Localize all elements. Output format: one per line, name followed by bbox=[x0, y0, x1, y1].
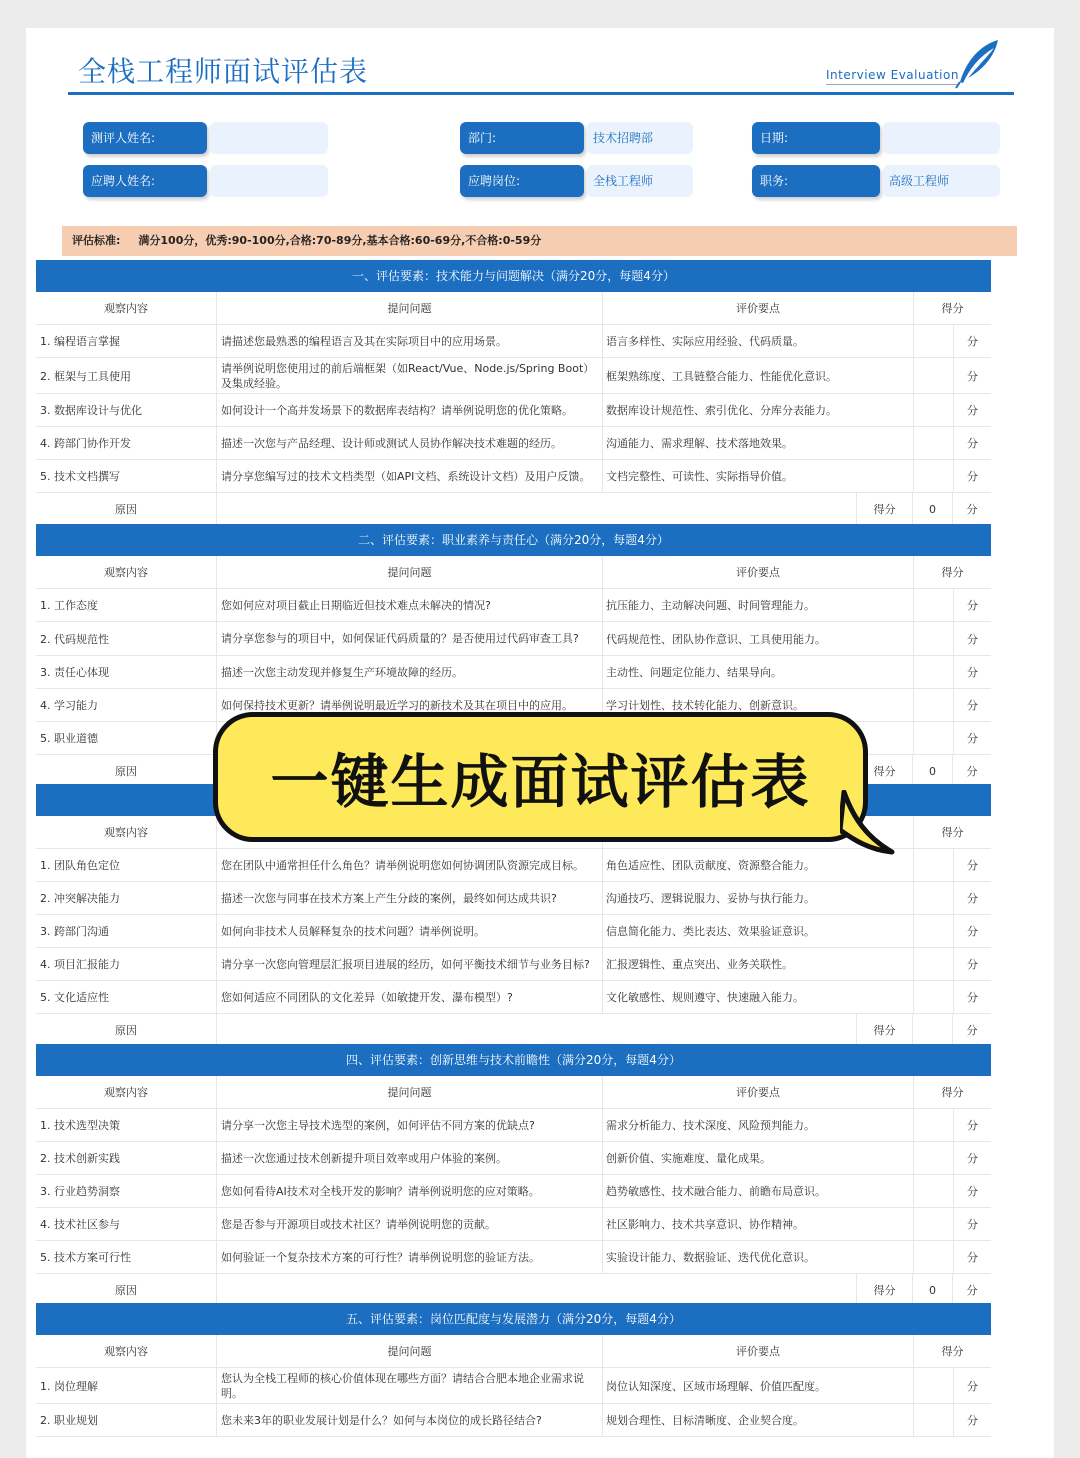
score-input[interactable] bbox=[914, 1175, 954, 1207]
points-text: 抗压能力、主动解决问题、时间管理能力。 bbox=[603, 589, 914, 621]
position-field[interactable]: 全栈工程师 bbox=[587, 165, 693, 197]
table-row bbox=[36, 1208, 991, 1241]
points-text: 实验设计能力、数据验证、迭代优化意识。 bbox=[603, 1241, 914, 1273]
observe-item: 3. 跨部门沟通 bbox=[36, 915, 217, 947]
points-text: 需求分析能力、技术深度、风险预判能力。 bbox=[603, 1109, 914, 1141]
score-cell[interactable] bbox=[914, 1175, 991, 1207]
score-input[interactable] bbox=[914, 589, 954, 621]
observe-item: 4. 学习能力 bbox=[36, 689, 217, 721]
observe-item: 3. 数据库设计与优化 bbox=[36, 394, 217, 426]
question-text: 您认为全栈工程师的核心价值体现在哪些方面？请结合合肥本地企业需求说明。 bbox=[217, 1368, 603, 1403]
total-unit: 分 bbox=[966, 765, 978, 778]
score-input[interactable] bbox=[914, 1109, 954, 1141]
score-unit: 分 bbox=[967, 732, 978, 745]
date-field[interactable] bbox=[883, 122, 1000, 154]
total-label: 得分 bbox=[857, 755, 913, 787]
table-row bbox=[36, 325, 991, 358]
header-score: 得分 bbox=[941, 566, 964, 579]
evaluator-field[interactable] bbox=[210, 122, 328, 154]
header-points: 评价要点 bbox=[603, 292, 914, 324]
observe-item: 4. 项目汇报能力 bbox=[36, 948, 217, 980]
points-text: 信息简化能力、类比表达、效果验证意识。 bbox=[603, 915, 914, 947]
observe-item: 5. 技术文档撰写 bbox=[36, 460, 217, 492]
table-row bbox=[36, 427, 991, 460]
header-question: 提问问题 bbox=[217, 556, 603, 588]
scoring-standard bbox=[62, 226, 1017, 256]
table-row bbox=[36, 394, 991, 427]
points-text: 沟通技巧、逻辑说服力、妥协与执行能力。 bbox=[603, 882, 914, 914]
section-table bbox=[36, 1303, 991, 1437]
section-title: 四、评估要素：创新思维与技术前瞻性（满分20分，每题4分） bbox=[36, 1044, 991, 1076]
score-input[interactable] bbox=[914, 849, 954, 881]
points-text: 汇报逻辑性、重点突出、业务关联性。 bbox=[603, 948, 914, 980]
score-unit: 分 bbox=[967, 666, 978, 679]
points-text: 框架熟练度、工具链整合能力、性能优化意识。 bbox=[603, 358, 914, 393]
question-text: 您未来3年的职业发展计划是什么？如何与本岗位的成长路径结合? bbox=[217, 1404, 603, 1436]
reason-label: 原因 bbox=[36, 1274, 217, 1306]
question-text: 您是否参与开源项目或技术社区？请举例说明您的贡献。 bbox=[217, 1208, 603, 1240]
observe-item: 3. 行业趋势洞察 bbox=[36, 1175, 217, 1207]
points-text: 代码规范性、团队协作意识、工具使用能力。 bbox=[603, 622, 914, 655]
score-unit: 分 bbox=[967, 1119, 978, 1132]
score-cell[interactable] bbox=[914, 1404, 991, 1436]
section-title: 二、评估要素：职业素养与责任心（满分20分，每题4分） bbox=[36, 524, 991, 556]
table-row bbox=[36, 358, 991, 394]
score-cell[interactable] bbox=[914, 358, 991, 393]
points-text: 文化敏感性、规则遵守、快速融入能力。 bbox=[603, 981, 914, 1013]
points-text: 数据库设计规范性、索引优化、分库分表能力。 bbox=[603, 394, 914, 426]
question-text: 请分享一次您向管理层汇报项目进展的经历，如何平衡技术细节与业务目标? bbox=[217, 948, 603, 980]
score-cell[interactable] bbox=[914, 325, 991, 357]
score-unit: 分 bbox=[967, 925, 978, 938]
evaluator-label: 测评人姓名: bbox=[83, 122, 207, 154]
total-value bbox=[913, 1014, 953, 1046]
header-score: 得分 bbox=[941, 1086, 964, 1099]
table-row bbox=[36, 656, 991, 689]
observe-item: 2. 技术创新实践 bbox=[36, 1142, 217, 1174]
score-cell[interactable] bbox=[914, 622, 991, 655]
observe-item: 5. 文化适应性 bbox=[36, 981, 217, 1013]
score-input[interactable] bbox=[914, 325, 954, 357]
question-text: 如何保持技术更新？请举例说明最近学习的新技术及其在项目中的应用。 bbox=[217, 689, 603, 721]
question-text: 您如何应对项目截止日期临近但技术难点未解决的情况? bbox=[217, 589, 603, 621]
question-text: 请分享一次您主导技术选型的案例，如何评估不同方案的优缺点? bbox=[217, 1109, 603, 1141]
score-cell[interactable] bbox=[914, 656, 991, 688]
score-cell[interactable] bbox=[914, 1368, 991, 1403]
points-text: 规划合理性、目标清晰度、企业契合度。 bbox=[603, 1404, 914, 1436]
score-unit: 分 bbox=[967, 470, 978, 483]
table-row bbox=[36, 882, 991, 915]
score-input[interactable] bbox=[914, 622, 954, 655]
question-text: 请描述您最熟悉的编程语言及其在实际项目中的应用场景。 bbox=[217, 325, 603, 357]
score-unit: 分 bbox=[967, 859, 978, 872]
question-text: 如何设计一个高并发场景下的数据库表结构？请举例说明您的优化策略。 bbox=[217, 394, 603, 426]
question-text: 请分享您参与的项目中，如何保证代码质量的？是否使用过代码审查工具? bbox=[217, 622, 603, 655]
header-points: 评价要点 bbox=[603, 556, 914, 588]
header-observe: 观察内容 bbox=[36, 556, 217, 588]
dept-field[interactable]: 技术招聘部 bbox=[587, 122, 693, 154]
observe-item: 1. 编程语言掌握 bbox=[36, 325, 217, 357]
score-unit: 分 bbox=[967, 1251, 978, 1264]
points-text: 岗位认知深度、区域市场理解、价值匹配度。 bbox=[603, 1368, 914, 1403]
score-unit: 分 bbox=[967, 892, 978, 905]
total-value: 0 bbox=[913, 493, 953, 525]
score-cell[interactable] bbox=[914, 589, 991, 621]
score-unit: 分 bbox=[967, 1379, 978, 1393]
table-row bbox=[36, 981, 991, 1014]
score-input[interactable] bbox=[914, 394, 954, 426]
section-title: 五、评估要素：岗位匹配度与发展潜力（满分20分，每题4分） bbox=[36, 1303, 991, 1335]
table-header bbox=[36, 1335, 991, 1368]
score-cell[interactable] bbox=[914, 1109, 991, 1141]
observe-item: 2. 框架与工具使用 bbox=[36, 358, 217, 393]
position-label: 应聘岗位: bbox=[460, 165, 584, 197]
score-input[interactable] bbox=[914, 1404, 954, 1436]
total-label: 得分 bbox=[857, 493, 913, 525]
score-unit: 分 bbox=[967, 1152, 978, 1165]
question-text: 您如何适应不同团队的文化差异（如敏捷开发、瀑布模型）? bbox=[217, 981, 603, 1013]
score-unit: 分 bbox=[967, 699, 978, 712]
promo-banner: 一键生成面试评估表 bbox=[213, 712, 868, 842]
observe-item: 1. 技术选型决策 bbox=[36, 1109, 217, 1141]
score-input[interactable] bbox=[914, 460, 954, 492]
page-title: 全栈工程师面试评估表 bbox=[78, 55, 369, 88]
score-cell[interactable] bbox=[914, 849, 991, 881]
score-input[interactable] bbox=[914, 1368, 954, 1403]
header-observe: 观察内容 bbox=[36, 292, 217, 324]
total-value: 0 bbox=[913, 1274, 953, 1306]
score-input[interactable] bbox=[914, 689, 954, 721]
score-unit: 分 bbox=[967, 1414, 978, 1427]
score-cell[interactable] bbox=[914, 427, 991, 459]
table-row bbox=[36, 1404, 991, 1437]
reason-label: 原因 bbox=[36, 493, 217, 525]
question-text: 您如何看待AI技术对全栈开发的影响？请举例说明您的应对策略。 bbox=[217, 1175, 603, 1207]
date-label: 日期: bbox=[752, 122, 880, 154]
table-row bbox=[36, 589, 991, 622]
question-text: 请分享您编写过的技术文档类型（如API文档、系统设计文档）及用户反馈。 bbox=[217, 460, 603, 492]
table-row bbox=[36, 622, 991, 656]
score-input[interactable] bbox=[914, 1142, 954, 1174]
reason-label: 原因 bbox=[36, 755, 217, 787]
table-row bbox=[36, 460, 991, 493]
points-text: 文档完整性、可读性、实际指导价值。 bbox=[603, 460, 914, 492]
score-input[interactable] bbox=[914, 882, 954, 914]
section-table bbox=[36, 260, 991, 526]
title-rule bbox=[68, 92, 1014, 95]
reason-field[interactable] bbox=[217, 1014, 857, 1046]
score-cell[interactable] bbox=[914, 948, 991, 980]
dept-label: 部门: bbox=[460, 122, 584, 154]
score-cell[interactable] bbox=[914, 460, 991, 492]
total-value: 0 bbox=[913, 755, 953, 787]
points-text: 社区影响力、技术共享意识、协作精神。 bbox=[603, 1208, 914, 1240]
observe-item: 3. 责任心体现 bbox=[36, 656, 217, 688]
score-unit: 分 bbox=[967, 991, 978, 1004]
score-unit: 分 bbox=[967, 958, 978, 971]
table-header bbox=[36, 1076, 991, 1109]
score-unit: 分 bbox=[967, 632, 978, 646]
observe-item: 1. 团队角色定位 bbox=[36, 849, 217, 881]
header-points: 评价要点 bbox=[603, 1076, 914, 1108]
quill-icon bbox=[954, 38, 1004, 90]
observe-item: 4. 跨部门协作开发 bbox=[36, 427, 217, 459]
total-unit: 分 bbox=[966, 1024, 978, 1037]
total-unit: 分 bbox=[966, 503, 978, 516]
observe-item: 1. 岗位理解 bbox=[36, 1368, 217, 1403]
score-cell[interactable] bbox=[914, 1142, 991, 1174]
points-text: 沟通能力、需求理解、技术落地效果。 bbox=[603, 427, 914, 459]
subtitle: Interview Evaluation bbox=[826, 68, 959, 85]
score-input[interactable] bbox=[914, 948, 954, 980]
score-unit: 分 bbox=[967, 335, 978, 348]
observe-item: 1. 工作态度 bbox=[36, 589, 217, 621]
reason-row bbox=[36, 493, 991, 526]
score-input[interactable] bbox=[914, 427, 954, 459]
title-field[interactable]: 高级工程师 bbox=[883, 165, 1000, 197]
score-cell[interactable] bbox=[914, 722, 991, 754]
observe-item: 2. 冲突解决能力 bbox=[36, 882, 217, 914]
table-row bbox=[36, 1109, 991, 1142]
header-score: 得分 bbox=[941, 1345, 964, 1358]
score-unit: 分 bbox=[967, 404, 978, 417]
observe-item: 5. 职业道德 bbox=[36, 722, 217, 754]
speech-tail-icon bbox=[840, 790, 900, 860]
header-observe: 观察内容 bbox=[36, 1076, 217, 1108]
table-header bbox=[36, 556, 991, 589]
observe-item: 2. 代码规范性 bbox=[36, 622, 217, 655]
reason-label: 原因 bbox=[36, 1014, 217, 1046]
score-unit: 分 bbox=[967, 437, 978, 450]
points-text: 学习计划性、技术转化能力、创新意识。 bbox=[603, 689, 914, 721]
section-table bbox=[36, 1044, 991, 1307]
table-row bbox=[36, 915, 991, 948]
total-label: 得分 bbox=[857, 1274, 913, 1306]
applicant-field[interactable] bbox=[210, 165, 328, 197]
standard-text: 满分100分，优秀:90-100分,合格:70-89分,基本合格:60-69分,不合格:0-59分 bbox=[138, 234, 542, 247]
question-text: 描述一次您通过技术创新提升项目效率或用户体验的案例。 bbox=[217, 1142, 603, 1174]
header-question: 提问问题 bbox=[217, 292, 603, 324]
reason-field[interactable] bbox=[217, 1274, 857, 1306]
table-row bbox=[36, 1142, 991, 1175]
observe-item: 4. 技术社区参与 bbox=[36, 1208, 217, 1240]
score-cell[interactable] bbox=[914, 981, 991, 1013]
score-unit: 分 bbox=[967, 599, 978, 612]
section-title: 一、评估要素：技术能力与问题解决（满分20分，每题4分） bbox=[36, 260, 991, 292]
score-input[interactable] bbox=[914, 1208, 954, 1240]
header-question: 提问问题 bbox=[217, 1076, 603, 1108]
header-points: 评价要点 bbox=[603, 1335, 914, 1367]
observe-item: 5. 技术方案可行性 bbox=[36, 1241, 217, 1273]
header-observe: 观察内容 bbox=[36, 816, 217, 848]
reason-row bbox=[36, 1014, 991, 1047]
score-unit: 分 bbox=[967, 369, 978, 383]
observe-item: 2. 职业规划 bbox=[36, 1404, 217, 1436]
score-input[interactable] bbox=[914, 358, 954, 393]
table-row bbox=[36, 948, 991, 981]
score-cell[interactable] bbox=[914, 915, 991, 947]
score-input[interactable] bbox=[914, 915, 954, 947]
points-text: 语言多样性、实际应用经验、代码质量。 bbox=[603, 325, 914, 357]
table-row bbox=[36, 1368, 991, 1404]
reason-field[interactable] bbox=[217, 493, 857, 525]
question-text: 您在团队中通常担任什么角色？请举例说明您如何协调团队资源完成目标。 bbox=[217, 849, 603, 881]
score-cell[interactable] bbox=[914, 1241, 991, 1273]
title-label: 职务: bbox=[752, 165, 880, 197]
header-score: 得分 bbox=[941, 826, 964, 839]
points-text: 趋势敏感性、技术融合能力、前瞻布局意识。 bbox=[603, 1175, 914, 1207]
score-unit: 分 bbox=[967, 1185, 978, 1198]
header-question: 提问问题 bbox=[217, 1335, 603, 1367]
question-text: 描述一次您主动发现并修复生产环境故障的经历。 bbox=[217, 656, 603, 688]
score-unit: 分 bbox=[967, 1218, 978, 1231]
score-input[interactable] bbox=[914, 1241, 954, 1273]
total-label: 得分 bbox=[857, 1014, 913, 1046]
table-row bbox=[36, 1175, 991, 1208]
table-header bbox=[36, 292, 991, 325]
score-cell[interactable] bbox=[914, 882, 991, 914]
points-text: 角色适应性、团队贡献度、资源整合能力。 bbox=[603, 849, 914, 881]
question-text: 请举例说明您使用过的前后端框架（如React/Vue、Node.js/Spring Boot）及集成经验。 bbox=[217, 358, 603, 393]
score-cell[interactable] bbox=[914, 689, 991, 721]
header-observe: 观察内容 bbox=[36, 1335, 217, 1367]
header-score: 得分 bbox=[941, 302, 964, 315]
standard-label: 评估标准: bbox=[72, 234, 121, 247]
points-text: 创新价值、实施难度、量化成果。 bbox=[603, 1142, 914, 1174]
applicant-label: 应聘人姓名: bbox=[83, 165, 207, 197]
score-input[interactable] bbox=[914, 981, 954, 1013]
question-text: 描述一次您与同事在技术方案上产生分歧的案例，最终如何达成共识? bbox=[217, 882, 603, 914]
score-input[interactable] bbox=[914, 722, 954, 754]
question-text: 描述一次您与产品经理、设计师或测试人员协作解决技术难题的经历。 bbox=[217, 427, 603, 459]
score-cell[interactable] bbox=[914, 394, 991, 426]
question-text: 如何向非技术人员解释复杂的技术问题？请举例说明。 bbox=[217, 915, 603, 947]
total-unit: 分 bbox=[966, 1284, 978, 1297]
question-text: 如何验证一个复杂技术方案的可行性？请举例说明您的验证方法。 bbox=[217, 1241, 603, 1273]
score-cell[interactable] bbox=[914, 1208, 991, 1240]
score-input[interactable] bbox=[914, 656, 954, 688]
points-text: 主动性、问题定位能力、结果导向。 bbox=[603, 656, 914, 688]
table-row bbox=[36, 1241, 991, 1274]
